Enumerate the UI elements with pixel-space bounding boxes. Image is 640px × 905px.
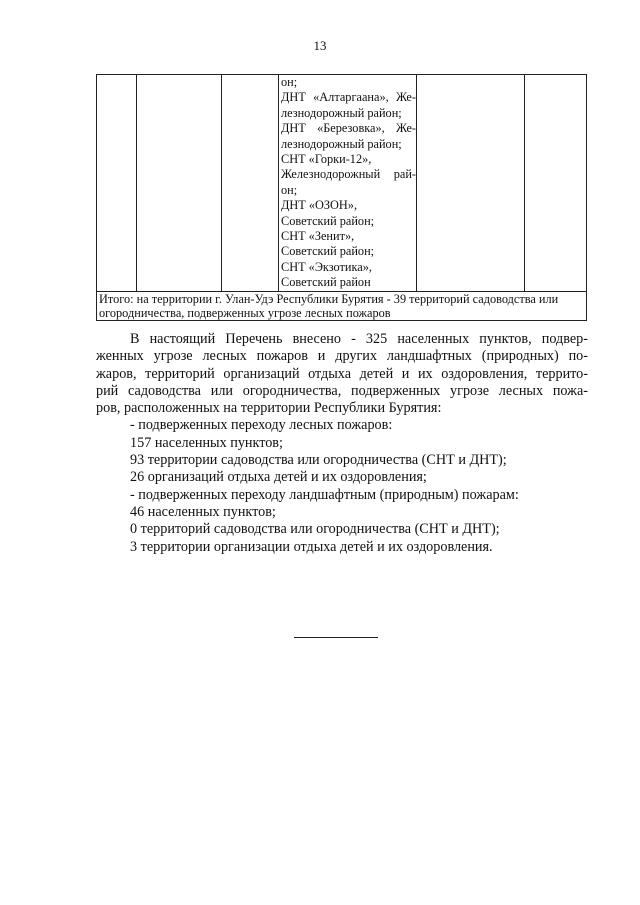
paragraph-line: В настоящий Перечень внесено - 325 населенных пунктов, подвер- bbox=[130, 331, 588, 347]
territory-entry-line: Советский район bbox=[281, 275, 371, 290]
territory-entry-line: Советский район; bbox=[281, 244, 375, 259]
table-cell-empty bbox=[525, 75, 587, 292]
table-total-text: Итого: на территории г. Улан-Удэ Республики Бурятия - 39 территорий садоводства или огородничества, подверженных угрозе лесных пожаров bbox=[97, 291, 587, 320]
table-cell-empty bbox=[97, 75, 137, 292]
territory-entry-line: он; bbox=[281, 75, 298, 89]
territory-entry-line: ДНТ «ОЗОН», bbox=[281, 198, 358, 213]
end-divider bbox=[294, 637, 378, 638]
territory-entry-line: ДНТ «Алтаргаана», Же- bbox=[281, 90, 416, 105]
territory-entry-line: СНТ «Экзотика», bbox=[281, 259, 372, 274]
territory-entry-line: СНТ «Горки-12», bbox=[281, 152, 372, 167]
list-item: 93 территории садоводства или огородничества (СНТ и ДНТ); bbox=[130, 452, 507, 469]
list-item: 3 территории организации отдыха детей и их оздоровления. bbox=[130, 538, 493, 555]
list-item: 26 организаций отдыха детей и их оздоровления; bbox=[130, 469, 427, 486]
list-item: - подверженных переходу ландшафтным (природным) пожарам: bbox=[130, 486, 519, 503]
territory-entry-line: СНТ «Зенит», bbox=[281, 229, 355, 244]
paragraph-line: ров, расположенных на территории Республики Бурятия: bbox=[96, 400, 442, 417]
summary-section bbox=[96, 331, 588, 556]
list-item: 0 территорий садоводства или огородничества (СНТ и ДНТ); bbox=[130, 521, 500, 538]
table-cell-empty bbox=[137, 75, 222, 292]
paragraph-line: женных угрозе лесных пожаров и других ландшафтных (природных) по- bbox=[96, 348, 588, 365]
table-cell-empty bbox=[417, 75, 525, 292]
summary-list bbox=[96, 417, 588, 555]
table-cell-empty bbox=[222, 75, 279, 292]
table-row bbox=[97, 75, 587, 292]
table-total-row bbox=[97, 291, 587, 320]
territory-entry-line: Железнодорожный рай- bbox=[281, 167, 416, 182]
territories-table bbox=[96, 74, 587, 321]
paragraph-line: жаров, территорий организаций отдыха детей и их оздоровления, террито- bbox=[96, 365, 588, 382]
territory-entry-line: ДНТ «Березовка», Же- bbox=[281, 121, 416, 136]
summary-paragraph bbox=[96, 331, 588, 417]
territories-list-cell bbox=[279, 75, 417, 292]
territory-entry-line: лезнодорожный район; bbox=[281, 105, 402, 120]
list-item: 157 населенных пунктов; bbox=[130, 434, 283, 451]
paragraph-line: рий садоводства или огородничества, подверженных угрозе лесных пожа- bbox=[96, 382, 588, 399]
territory-entry-line: Советский район; bbox=[281, 213, 375, 228]
page-number: 13 bbox=[313, 38, 327, 53]
list-item: 46 населенных пунктов; bbox=[130, 503, 276, 520]
territory-entry-line: он; bbox=[281, 182, 298, 197]
list-item: - подверженных переходу лесных пожаров: bbox=[130, 417, 393, 434]
territory-entry-line: лезнодорожный район; bbox=[281, 136, 402, 151]
